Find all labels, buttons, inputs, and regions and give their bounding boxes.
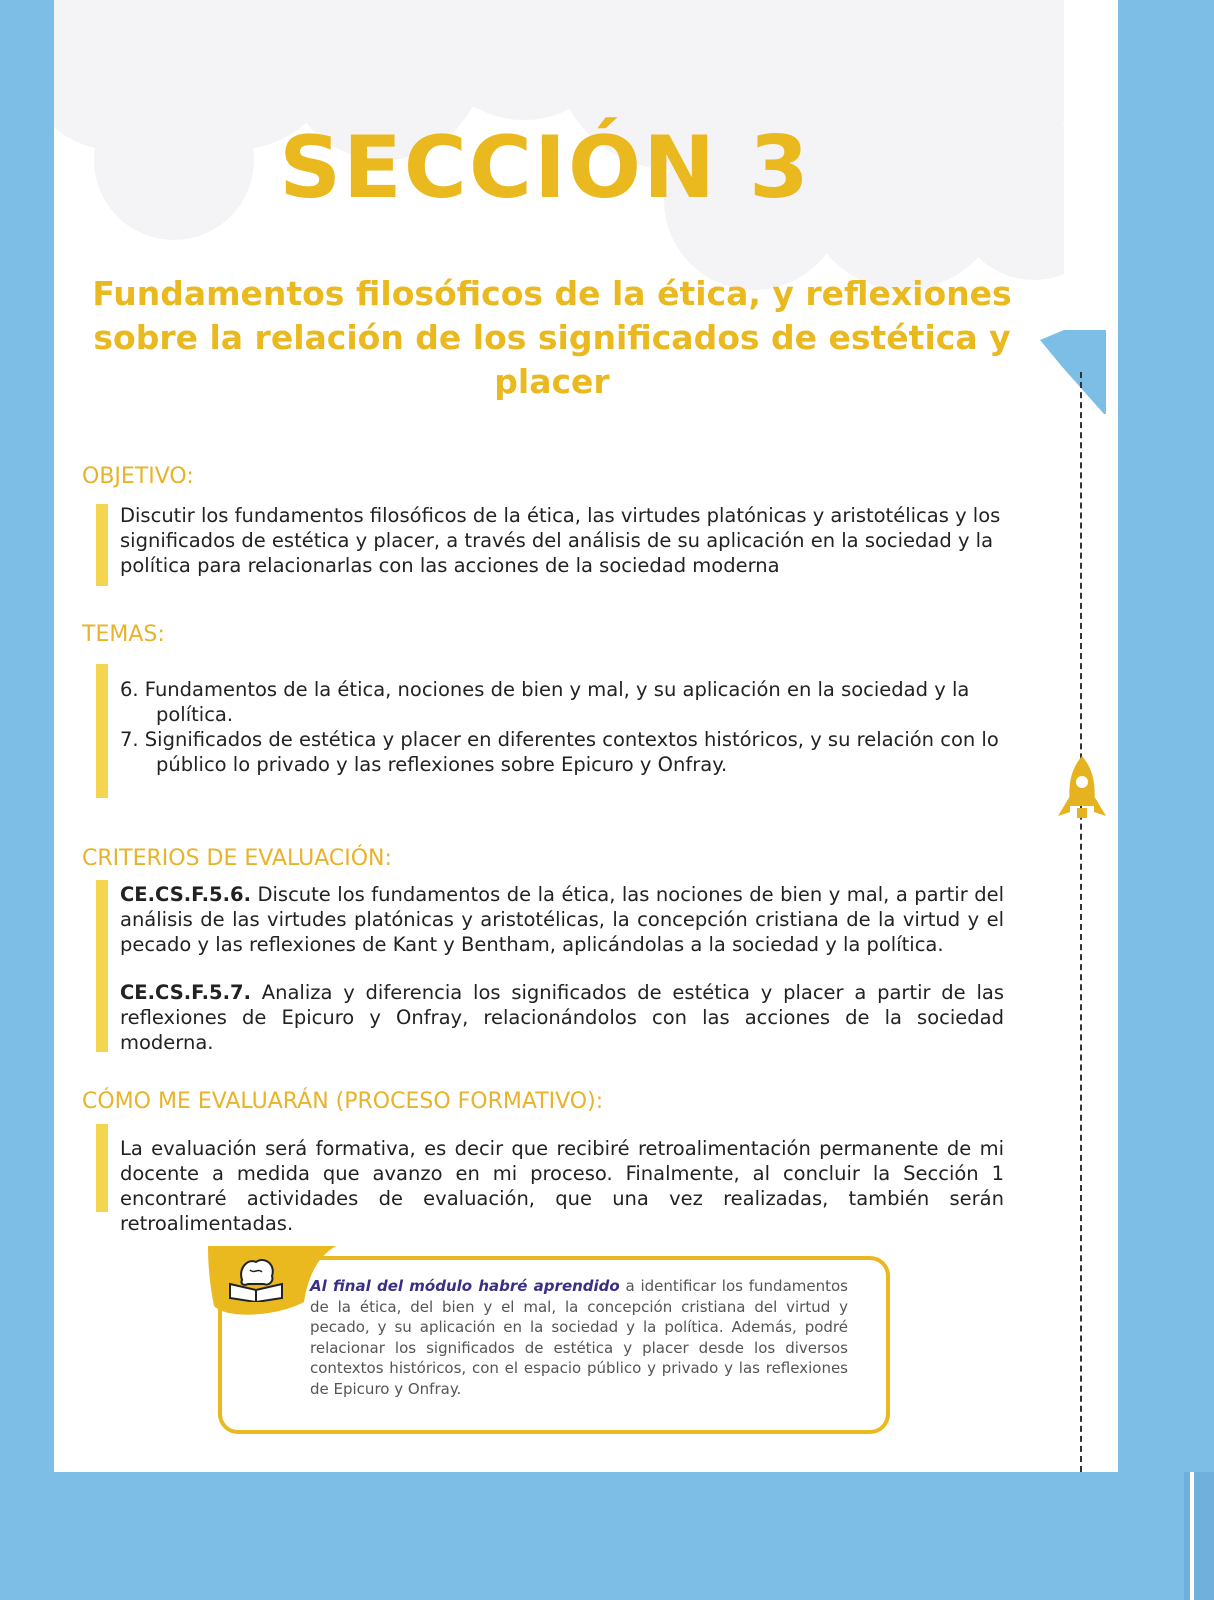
learning-outcome-text bbox=[310, 1276, 848, 1399]
evaluacion-heading: CÓMO ME EVALUARÁN (PROCESO FORMATIVO): bbox=[82, 1089, 604, 1114]
bottom-edge-strip bbox=[1184, 1472, 1214, 1600]
book-brain-icon bbox=[224, 1254, 288, 1302]
section-subtitle: Fundamentos filosóficos de la ética, y reflexiones sobre la relación de los significados de estética y placer bbox=[92, 274, 1012, 401]
criterios-accent-bar bbox=[96, 880, 108, 1052]
objetivo-accent-bar bbox=[96, 504, 108, 586]
criterio-item bbox=[120, 882, 1004, 957]
criterio-item bbox=[120, 980, 1004, 1055]
objetivo-heading: OBJETIVO: bbox=[82, 464, 194, 489]
bottom-edge-line bbox=[1190, 1472, 1194, 1600]
list-item: 7. Significados de estética y placer en diferentes contextos históricos, y su relación con lo público lo privado y las reflexiones sobre Epicuro y Onfray. bbox=[120, 728, 999, 776]
learning-outcome-body: a identificar los fundamentos de la ética, del bien y el mal, la concepción cristiana del virtud y pecado, y su aplicación en la sociedad y la política. Además, podré relacionar los significados de estética y placer desde los diversos contextos históricos, con el espacio público y privado y las reflexiones de Epicuro y Onfray. bbox=[310, 1277, 848, 1398]
objetivo-text: Discutir los fundamentos filosóficos de la ética, las virtudes platónicas y aristotélicas y los significados de estética y placer, a través del análisis de su aplicación en la sociedad y la política para relacionarlas con las acciones de la sociedad moderna bbox=[120, 504, 1001, 577]
criterio-text: Analiza y diferencia los significados de estética y placer a partir de las reflexiones de Epicuro y Onfray, relacionándolos con las acciones de la sociedad moderna. bbox=[120, 981, 1004, 1054]
rocket-icon bbox=[1058, 756, 1106, 834]
learning-outcome-lead: Al final del módulo habré aprendido bbox=[310, 1277, 620, 1295]
page-tab-edge bbox=[1064, 0, 1118, 1472]
criterio-code: CE.CS.F.5.6. bbox=[120, 883, 251, 906]
criterios-heading: CRITERIOS DE EVALUACIÓN: bbox=[82, 846, 392, 871]
list-item: 6. Fundamentos de la ética, nociones de bien y mal, y su aplicación en la sociedad y la política. bbox=[120, 678, 970, 726]
temas-list bbox=[120, 677, 1004, 777]
evaluacion-accent-bar bbox=[96, 1124, 108, 1212]
evaluacion-text: La evaluación será formativa, es decir que recibiré retroalimentación permanente de mi docente a medida que avanzo en mi proceso. Finalmente, al concluir la Sección 1 encontraré actividades de evaluación, que una vez realizadas, también serán retroalimentadas. bbox=[120, 1137, 1004, 1235]
criterio-code: CE.CS.F.5.7. bbox=[120, 981, 251, 1004]
temas-accent-bar bbox=[96, 664, 108, 798]
temas-heading: TEMAS: bbox=[82, 622, 165, 647]
tab-notch bbox=[1040, 330, 1106, 420]
dashed-divider bbox=[1080, 372, 1082, 1472]
section-title: SECCIÓN 3 bbox=[279, 118, 811, 218]
criterio-text: Discute los fundamentos de la ética, las nociones de bien y mal, a partir del análisis de las virtudes platónicas y aristotélicas, la concepción cristiana de la virtud y el pecado y las reflexiones de Kant y Bentham, aplicándolas a la sociedad y la política. bbox=[120, 883, 1004, 956]
